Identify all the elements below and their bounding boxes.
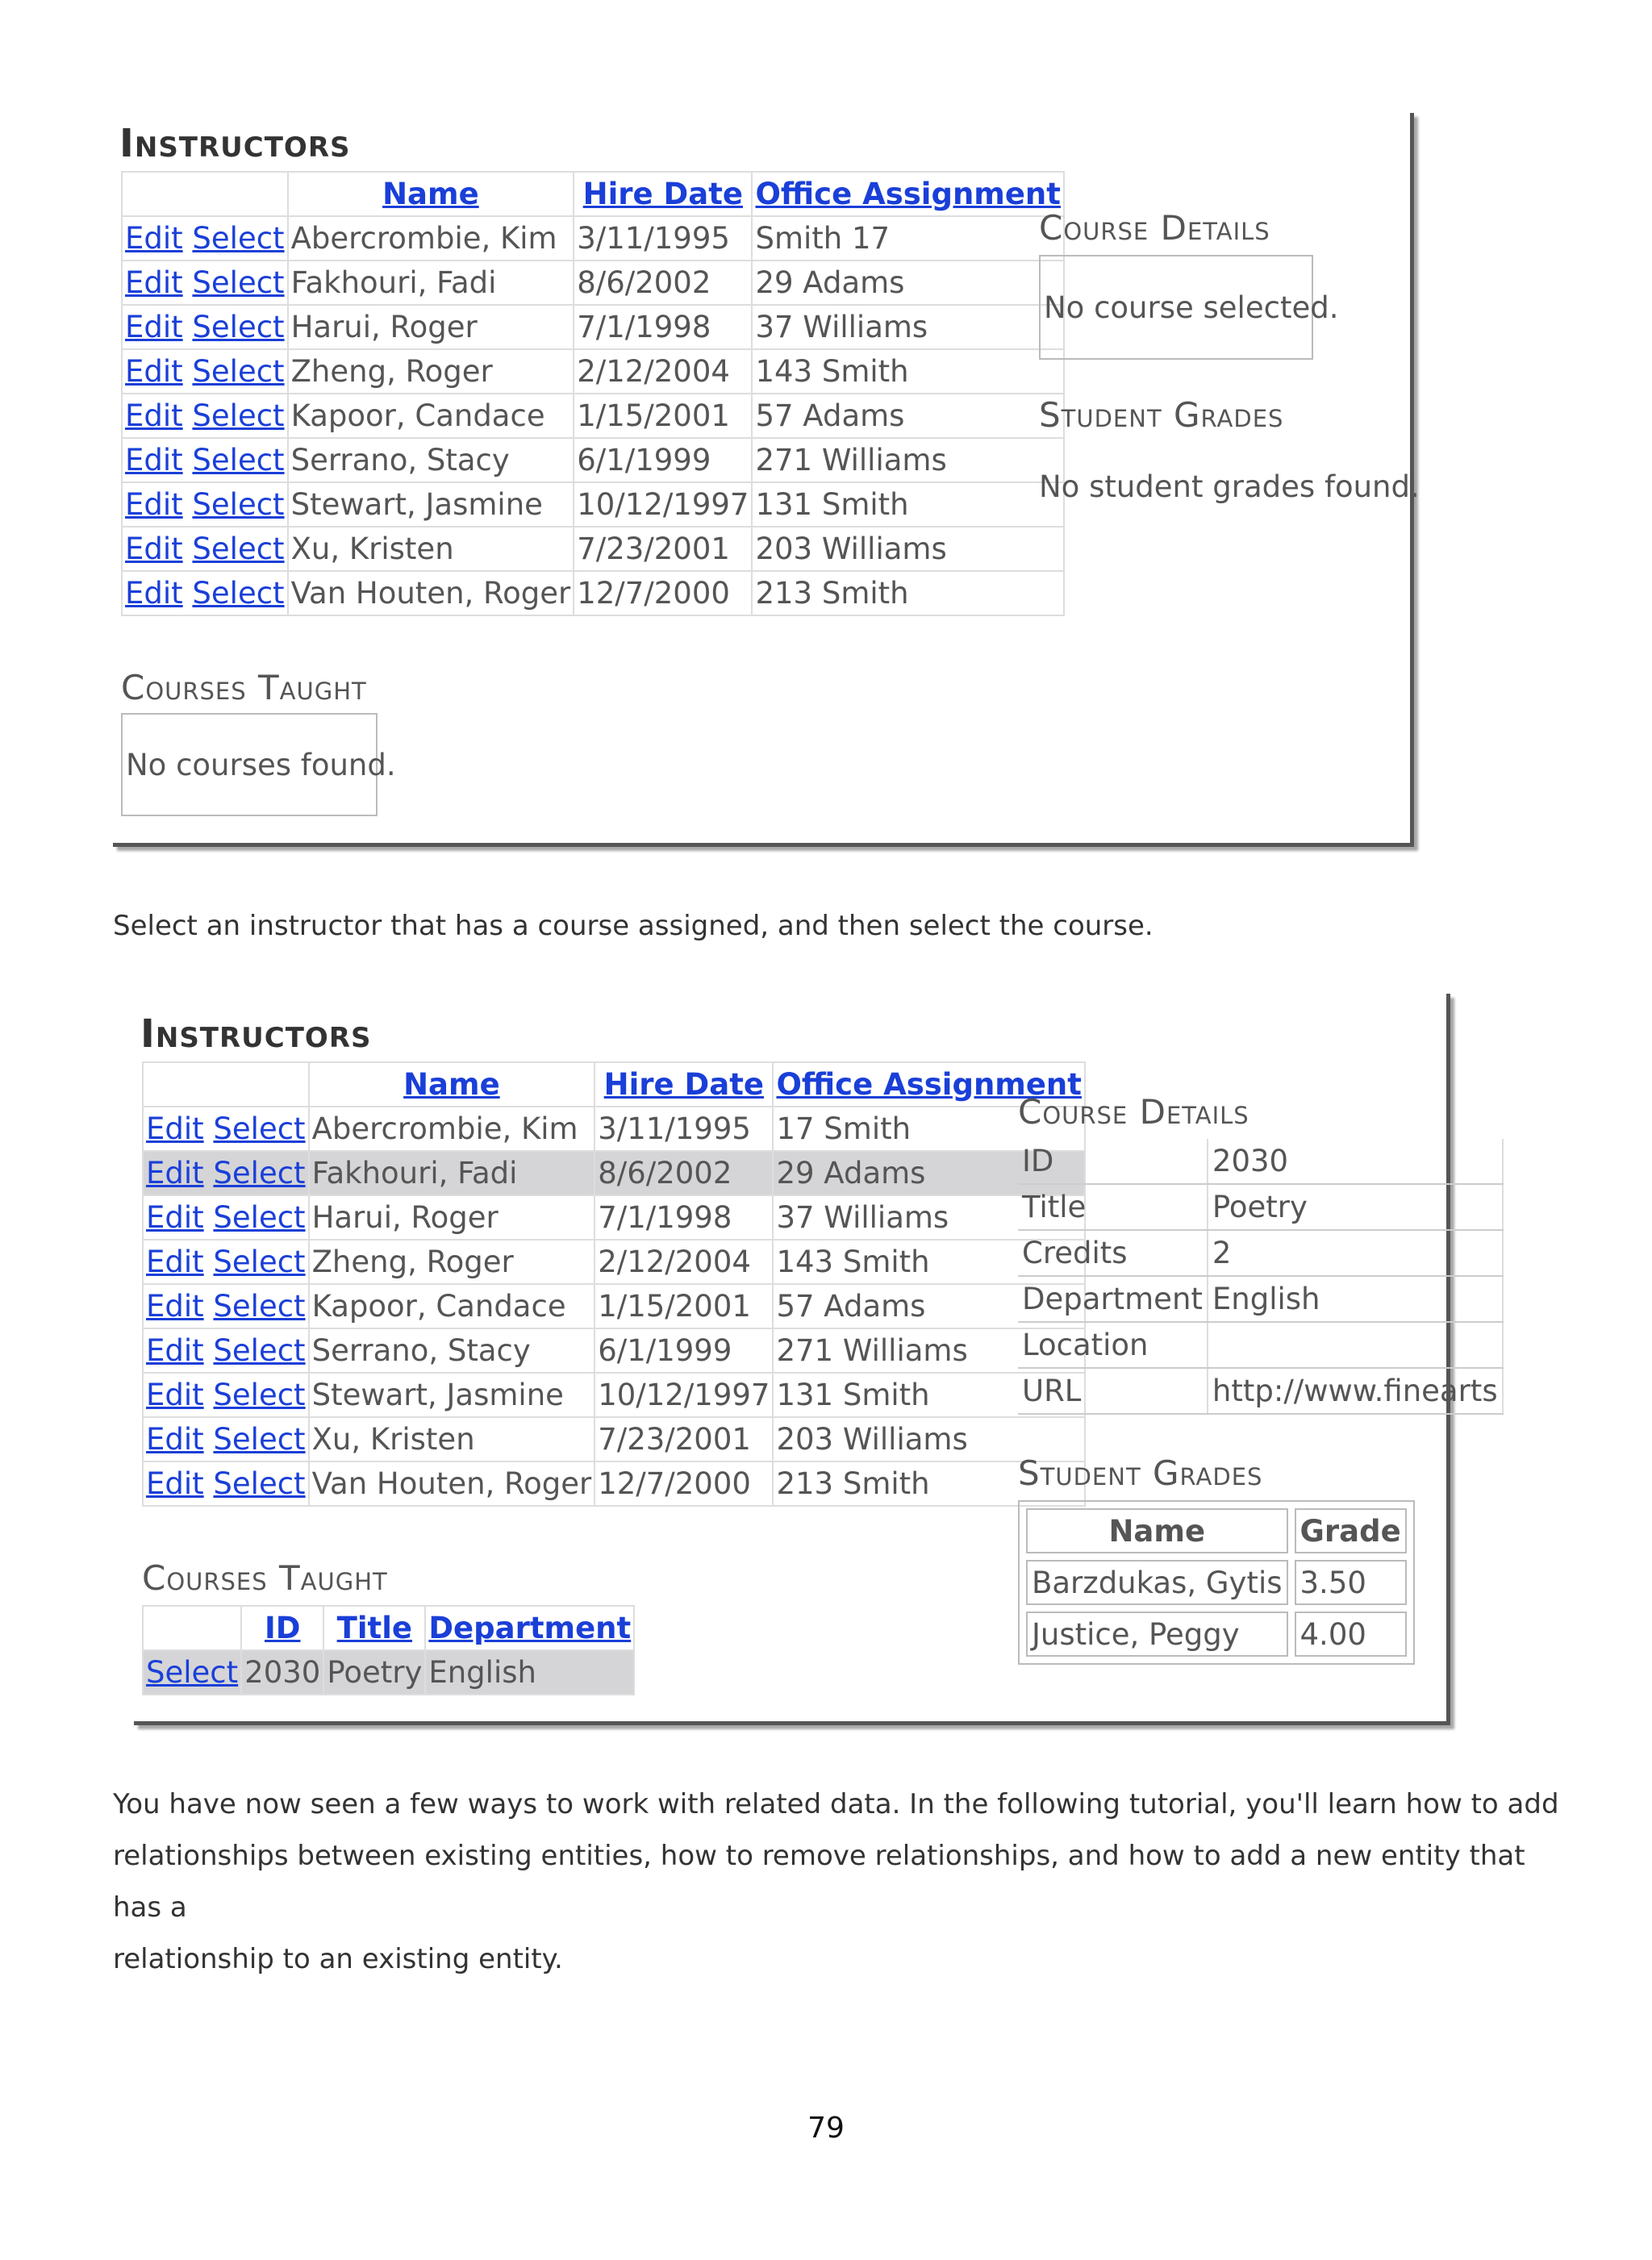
sort-id-link[interactable]: ID	[265, 1611, 301, 1645]
course-details-title: Course Details	[1039, 208, 1270, 248]
table-row	[143, 1195, 1085, 1240]
grades-header-grade: Grade	[1295, 1508, 1407, 1553]
select-course-link[interactable]: Select	[146, 1655, 239, 1690]
table-row	[122, 438, 1064, 482]
edit-link[interactable]: Edit	[146, 1245, 204, 1279]
paragraph-summary	[113, 1778, 1565, 1985]
office-assignment: 143 Smith	[752, 349, 1064, 394]
table-row	[122, 394, 1064, 438]
edit-link[interactable]: Edit	[125, 310, 183, 344]
course-select-cell	[143, 1650, 241, 1695]
instructor-name: Abercrombie, Kim	[309, 1107, 595, 1151]
table-row	[143, 1151, 1085, 1195]
detail-value: http://www.finearts	[1208, 1368, 1503, 1414]
header-hire-date	[574, 172, 752, 216]
instructor-name: Stewart, Jasmine	[288, 482, 574, 527]
hire-date: 6/1/1999	[574, 438, 752, 482]
table-row	[122, 261, 1064, 305]
hire-date: 8/6/2002	[594, 1151, 773, 1195]
row-actions	[122, 261, 288, 305]
office-assignment: 29 Adams	[752, 261, 1064, 305]
table-row	[143, 1107, 1085, 1151]
screenshot-instructor-selected	[134, 994, 1498, 1725]
table-row	[143, 1284, 1085, 1328]
office-assignment: 213 Smith	[752, 571, 1064, 615]
header-actions	[143, 1062, 309, 1107]
select-link[interactable]: Select	[213, 1378, 306, 1412]
office-assignment: 131 Smith	[773, 1373, 1085, 1417]
table-row	[143, 1650, 634, 1695]
instructors-title: Instructors	[119, 121, 351, 166]
row-actions	[122, 527, 288, 571]
select-link[interactable]: Select	[192, 487, 285, 522]
detail-row	[1018, 1276, 1503, 1322]
office-assignment: 57 Adams	[773, 1284, 1085, 1328]
edit-link[interactable]: Edit	[125, 443, 183, 477]
office-assignment: 37 Williams	[773, 1195, 1085, 1240]
select-link[interactable]: Select	[192, 576, 285, 611]
detail-value: 2	[1208, 1230, 1503, 1276]
office-assignment: 131 Smith	[752, 482, 1064, 527]
instructor-name: Van Houten, Roger	[288, 571, 574, 615]
hire-date: 12/7/2000	[574, 571, 752, 615]
hire-date: 3/11/1995	[594, 1107, 773, 1151]
office-assignment: 57 Adams	[752, 394, 1064, 438]
edit-link[interactable]: Edit	[146, 1289, 204, 1324]
select-link[interactable]: Select	[192, 354, 285, 389]
header-office	[752, 172, 1064, 216]
select-link[interactable]: Select	[213, 1289, 306, 1324]
row-actions	[122, 571, 288, 615]
no-course-selected-text: No course selected.	[1044, 290, 1339, 325]
header-hire-date	[594, 1062, 773, 1107]
instructor-name: Zheng, Roger	[288, 349, 574, 394]
student-grade: 3.50	[1295, 1560, 1407, 1605]
row-actions	[143, 1328, 309, 1373]
sort-name-link[interactable]: Name	[403, 1067, 500, 1102]
course-details-title: Course Details	[1018, 1092, 1249, 1132]
course-details-table	[1018, 1139, 1504, 1415]
header-name	[288, 172, 574, 216]
student-name: Justice, Peggy	[1026, 1612, 1288, 1657]
paragraph-line: relationships between existing entities, how to remove relationships, and how to add a new entity that has a	[113, 1840, 1525, 1924]
row-actions	[122, 482, 288, 527]
no-grades-text: No student grades found.	[1039, 469, 1420, 504]
instructor-name: Zheng, Roger	[309, 1240, 595, 1284]
row-actions	[143, 1240, 309, 1284]
row-actions	[143, 1417, 309, 1461]
page-number: 79	[807, 2112, 845, 2145]
instructor-name: Stewart, Jasmine	[309, 1373, 595, 1417]
courses-taught-title: Courses Taught	[121, 668, 367, 707]
edit-link[interactable]: Edit	[125, 221, 183, 256]
select-link[interactable]: Select	[192, 310, 285, 344]
select-link[interactable]: Select	[213, 1422, 306, 1457]
detail-row	[1018, 1139, 1503, 1184]
edit-link[interactable]: Edit	[125, 576, 183, 611]
edit-link[interactable]: Edit	[125, 354, 183, 389]
row-actions	[122, 216, 288, 261]
grades-header-row	[1026, 1508, 1407, 1553]
detail-row	[1018, 1368, 1503, 1414]
select-link[interactable]: Select	[213, 1333, 306, 1368]
select-link[interactable]: Select	[192, 221, 285, 256]
student-grades-title: Student Grades	[1018, 1453, 1263, 1493]
detail-label: Title	[1018, 1184, 1208, 1230]
instructor-name: Serrano, Stacy	[288, 438, 574, 482]
row-actions	[143, 1284, 309, 1328]
table-row	[122, 305, 1064, 349]
hire-date: 6/1/1999	[594, 1328, 773, 1373]
screenshot-instructors-empty	[113, 113, 1420, 847]
select-link[interactable]: Select	[213, 1245, 306, 1279]
edit-link[interactable]: Edit	[146, 1156, 204, 1190]
header-actions	[122, 172, 288, 216]
grades-header-name: Name	[1026, 1508, 1288, 1553]
instructor-name: Harui, Roger	[288, 305, 574, 349]
paragraph-line: relationship to an existing entity.	[113, 1943, 563, 1975]
row-actions	[143, 1373, 309, 1417]
table-row	[1026, 1560, 1407, 1605]
office-assignment: Smith 17	[752, 216, 1064, 261]
office-assignment: 271 Williams	[773, 1328, 1085, 1373]
edit-link[interactable]: Edit	[146, 1200, 204, 1235]
instructor-name: Fakhouri, Fadi	[309, 1151, 595, 1195]
instructors-table	[121, 171, 1065, 616]
table-row	[1026, 1612, 1407, 1657]
course-title: Poetry	[323, 1650, 425, 1695]
sort-hire-date-link[interactable]: Hire Date	[582, 177, 743, 211]
course-department: English	[425, 1650, 634, 1695]
edit-link[interactable]: Edit	[125, 487, 183, 522]
edit-link[interactable]: Edit	[146, 1111, 204, 1146]
row-actions	[122, 305, 288, 349]
table-row	[122, 216, 1064, 261]
courses-header-select	[143, 1606, 241, 1650]
detail-value: 2030	[1208, 1139, 1503, 1184]
table-row	[143, 1417, 1085, 1461]
edit-link[interactable]: Edit	[125, 398, 183, 433]
table-row	[143, 1373, 1085, 1417]
select-link[interactable]: Select	[213, 1466, 306, 1501]
instructors-header-row	[143, 1062, 1085, 1107]
select-link[interactable]: Select	[213, 1200, 306, 1235]
row-actions	[122, 438, 288, 482]
select-link[interactable]: Select	[192, 265, 285, 300]
row-actions	[143, 1151, 309, 1195]
sort-office-link[interactable]: Office Assignment	[755, 177, 1061, 211]
instructor-name: Kapoor, Candace	[309, 1284, 595, 1328]
sort-name-link[interactable]: Name	[382, 177, 479, 211]
detail-row	[1018, 1322, 1503, 1368]
hire-date: 7/23/2001	[574, 527, 752, 571]
courses-header-id	[241, 1606, 323, 1650]
sort-department-link[interactable]: Department	[428, 1611, 632, 1645]
office-assignment: 143 Smith	[773, 1240, 1085, 1284]
table-row	[143, 1461, 1085, 1506]
table-row	[143, 1240, 1085, 1284]
header-name	[309, 1062, 595, 1107]
table-row	[122, 349, 1064, 394]
office-assignment: 271 Williams	[752, 438, 1064, 482]
office-assignment: 203 Williams	[752, 527, 1064, 571]
edit-link[interactable]: Edit	[146, 1333, 204, 1368]
instructors-title: Instructors	[140, 1011, 372, 1057]
paragraph-line: You have now seen a few ways to work with related data. In the following tutorial, you'll learn how to add	[113, 1788, 1559, 1820]
sort-title-link[interactable]: Title	[336, 1611, 413, 1645]
detail-label: ID	[1018, 1139, 1208, 1184]
row-actions	[143, 1107, 309, 1151]
row-actions	[122, 394, 288, 438]
no-courses-text: No courses found.	[126, 747, 396, 782]
edit-link[interactable]: Edit	[125, 532, 183, 566]
course-id: 2030	[241, 1650, 323, 1695]
instructor-name: Kapoor, Candace	[288, 394, 574, 438]
table-row	[122, 527, 1064, 571]
hire-date: 1/15/2001	[574, 394, 752, 438]
detail-row	[1018, 1230, 1503, 1276]
instructors-header-row	[122, 172, 1064, 216]
hire-date: 10/12/1997	[574, 482, 752, 527]
student-grades-title: Student Grades	[1039, 395, 1284, 435]
detail-row	[1018, 1184, 1503, 1230]
select-link[interactable]: Select	[192, 443, 285, 477]
row-actions	[143, 1195, 309, 1240]
detail-value: English	[1208, 1276, 1503, 1322]
instructor-name: Abercrombie, Kim	[288, 216, 574, 261]
instructor-name: Harui, Roger	[309, 1195, 595, 1240]
hire-date: 10/12/1997	[594, 1373, 773, 1417]
sort-office-link[interactable]: Office Assignment	[776, 1067, 1082, 1102]
detail-value: Poetry	[1208, 1184, 1503, 1230]
hire-date: 1/15/2001	[594, 1284, 773, 1328]
edit-link[interactable]: Edit	[146, 1466, 204, 1501]
paragraph-select-instructor: Select an instructor that has a course assigned, and then select the course.	[113, 910, 1153, 942]
select-link[interactable]: Select	[213, 1156, 306, 1190]
office-assignment: 213 Smith	[773, 1461, 1085, 1506]
hire-date: 3/11/1995	[574, 216, 752, 261]
office-assignment: 29 Adams	[773, 1151, 1085, 1195]
instructors-table	[142, 1061, 1086, 1507]
instructor-name: Xu, Kristen	[309, 1417, 595, 1461]
courses-header-department	[425, 1606, 634, 1650]
hire-date: 7/23/2001	[594, 1417, 773, 1461]
hire-date: 8/6/2002	[574, 261, 752, 305]
hire-date: 7/1/1998	[594, 1195, 773, 1240]
select-link[interactable]: Select	[192, 532, 285, 566]
instructor-name: Xu, Kristen	[288, 527, 574, 571]
edit-link[interactable]: Edit	[146, 1378, 204, 1412]
row-actions	[143, 1461, 309, 1506]
detail-label: URL	[1018, 1368, 1208, 1414]
student-grade: 4.00	[1295, 1612, 1407, 1657]
detail-label: Credits	[1018, 1230, 1208, 1276]
no-courses-box	[121, 713, 396, 816]
table-row	[122, 482, 1064, 527]
courses-taught-table	[142, 1605, 635, 1695]
detail-value	[1208, 1322, 1503, 1368]
select-link[interactable]: Select	[192, 398, 285, 433]
sort-hire-date-link[interactable]: Hire Date	[603, 1067, 764, 1102]
instructor-name: Van Houten, Roger	[309, 1461, 595, 1506]
select-link[interactable]: Select	[213, 1111, 306, 1146]
detail-label: Department	[1018, 1276, 1208, 1322]
edit-link[interactable]: Edit	[146, 1422, 204, 1457]
hire-date: 2/12/2004	[574, 349, 752, 394]
row-actions	[122, 349, 288, 394]
table-row	[143, 1328, 1085, 1373]
table-row	[122, 571, 1064, 615]
edit-link[interactable]: Edit	[125, 265, 183, 300]
hire-date: 7/1/1998	[574, 305, 752, 349]
courses-header-row	[143, 1606, 634, 1650]
office-assignment: 37 Williams	[752, 305, 1064, 349]
detail-label: Location	[1018, 1322, 1208, 1368]
hire-date: 2/12/2004	[594, 1240, 773, 1284]
instructor-name: Fakhouri, Fadi	[288, 261, 574, 305]
hire-date: 12/7/2000	[594, 1461, 773, 1506]
courses-header-title	[323, 1606, 425, 1650]
student-name: Barzdukas, Gytis	[1026, 1560, 1288, 1605]
instructor-name: Serrano, Stacy	[309, 1328, 595, 1373]
office-assignment: 203 Williams	[773, 1417, 1085, 1461]
student-grades-table	[1018, 1500, 1415, 1665]
courses-taught-title: Courses Taught	[142, 1558, 388, 1598]
no-course-selected-box	[1039, 255, 1339, 360]
office-assignment: 17 Smith	[773, 1107, 1085, 1151]
